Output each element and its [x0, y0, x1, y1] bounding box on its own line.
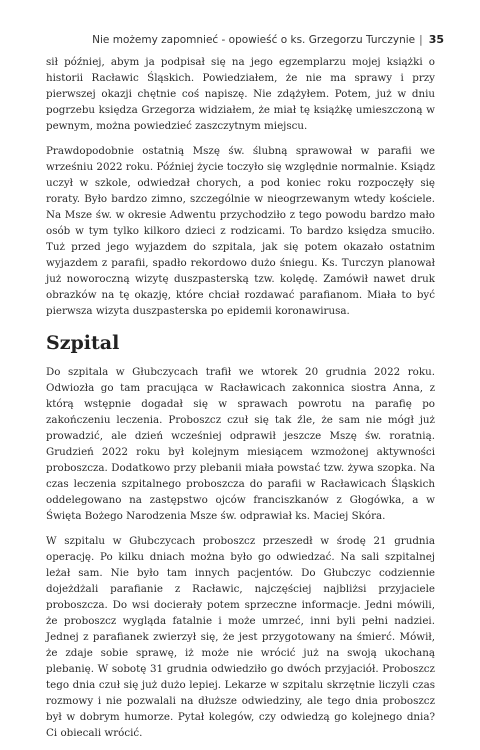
- section-heading: Szpital: [46, 332, 120, 354]
- page-number: 35: [428, 33, 444, 46]
- paragraph: Do szpitala w Głubczycach trafił we wtorek 20 grudnia 2022 roku. Odwiozła go tam pracująca w Racławicach zakonnica siostra Anna, z którą wstępnie dogadał się w sprawach powrotu na parafię po zakończeniu leczenia. Proboszcz czuł się tak źle, że sam nie mógł już prowadzić, ale dzień wcześniej odprawił jeszcze Mszę św. roratnią. Grudzień 2022 roku był kolejnym miesiącem wzmożonej aktywności proboszcza. Dodatkowo przy plebanii miała powstać tzw. żywa szopka. Na czas leczenia szpitalnego proboszcza do parafii w Racławicach Śląskich oddelegowano na zastępstwo ojców franciszkanów z Głogówka, a w Święta Bożego Narodzenia Msze św. odprawiał ks. Maciej Skóra.: [46, 366, 435, 522]
- running-header: [92, 33, 444, 46]
- paragraph: Prawdopodobnie ostatnią Mszę św. ślubną sprawował w parafii we wrześniu 2022 roku. Później życie toczyło się względnie normalnie. Ksiądz uczył w szkole, odwiedzał chorych, a pod koniec roku rozpoczęły się roraty. Było bardzo zimno, szczególnie w nieogrzewanym wtedy kościele. Na Msze św. w okresie Adwentu przychodziło z tego powodu bardzo mało osób w tym tylko kilkoro dzieci z rodzicami. To bardzo księdza smuciło. Tuż przed jego wyjazdem do szpitala, jak się potem okazało ostatnim wyjazdem z parafii, spadło rekordowo dużo śniegu. Ks. Turczyn planował już noworoczną wizytę duszpasterską tzw. kolędę. Zamówił nawet druk obrazków na tę okazję, które chciał rozdawać parafianom. Miała to być pierwsza wizyta duszpasterska po epidemii koronawirusa.: [46, 145, 435, 317]
- paragraph: W szpitalu w Głubczycach proboszcz przeszedł w środę 21 grudnia operację. Po kilku dniach można było go odwiedzać. Na sali szpitalnej leżał sam. Nie było tam innych pacjentów. Do Głubczyc codziennie dojeżdżali parafianie z Racławic, najczęściej najbliżsi przyjaciele proboszcza. Do wsi docierały potem sprzeczne informacje. Jedni mówili, że proboszcz wygląda fatalnie i może umrzeć, inni byli pełni nadziei. Jednej z parafianek zwierzył się, że jest przygotowany na śmierć. Mówił, że zdaje sobie sprawę, iż może nie wrócić już na swoją ukochaną plebanię. W sobotę 31 grudnia odwiedziło go dwóch przyjaciół. Proboszcz tego dnia czuł się już dużo lepiej. Lekarze w szpitalu skrzętnie liczyli czas rozmowy i nie pozwalali na dłuższe odwiedziny, ale tego dnia proboszcz był w dobrym humorze. Pytał kolegów, czy odwiedzą go kolejnego dnia? Ci obiecali wrócić.: [46, 535, 435, 739]
- page-body: [46, 54, 435, 750]
- paragraph: sił później, abym ja podpisał się na jego egzemplarzu mojej książki o historii Racławic Śląskich. Powiedziałem, że nie ma sprawy i przy pierwszej okazji chętnie coś napiszę. Nie zdążyłem. Potem, już w dniu pogrzebu księdza Grzegorza widziałem, że miał tę książkę umieszczoną w pewnym, można powiedzieć zaszczytnym miejscu.: [46, 56, 435, 132]
- header-separator: |: [419, 33, 423, 46]
- running-title: Nie możemy zapomnieć - opowieść o ks. Grzegorzu Turczynie: [92, 33, 416, 46]
